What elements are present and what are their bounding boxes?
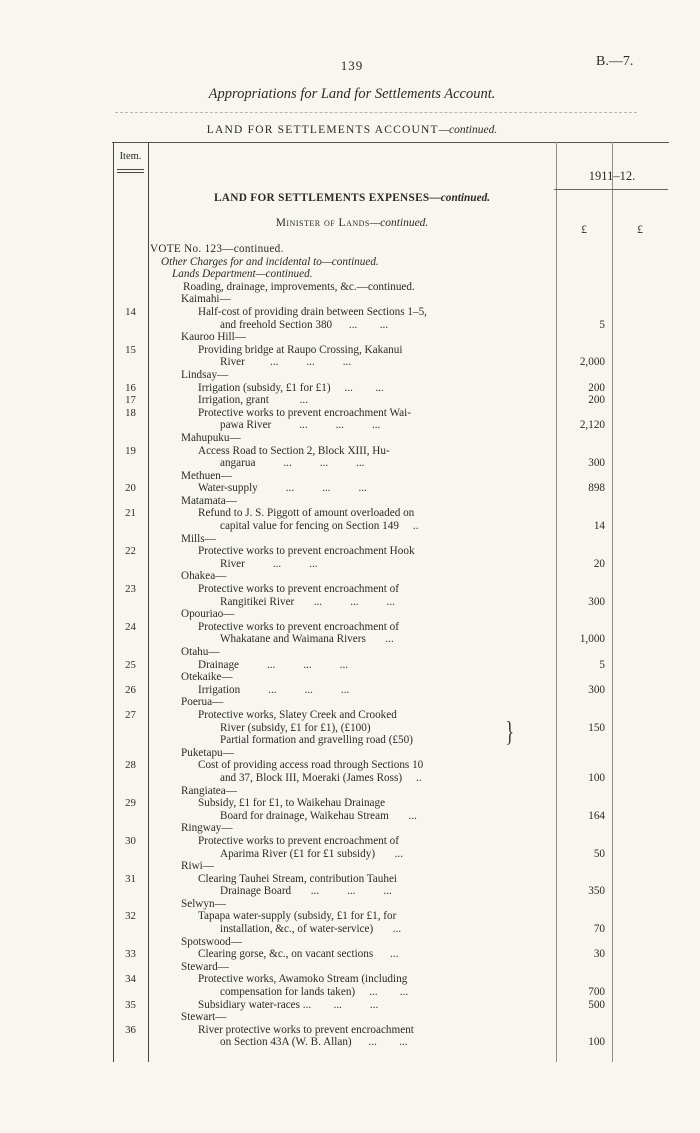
amount-cell: 2,000 — [579, 356, 605, 369]
description-line: Access Road to Section 2, Block XIII, Hu- — [198, 444, 390, 457]
description-cell — [148, 999, 556, 1012]
locality-name: Methuen— — [181, 469, 232, 482]
expense-row — [113, 684, 668, 697]
expense-row — [113, 999, 668, 1012]
description-line: capital value for fencing on Section 149 .. — [220, 520, 419, 533]
description-line: Irrigation ... ... ... — [198, 683, 350, 696]
item-number-cell: 27 — [125, 708, 136, 721]
description-line: installation, &c., of water-service) ... — [220, 923, 402, 936]
amount-cell: 164 — [588, 809, 605, 822]
description-cell — [148, 822, 556, 835]
account-header-text: LAND FOR SETTLEMENTS ACCOUNT — [206, 124, 439, 136]
locality-row — [113, 1011, 668, 1024]
description-line: Protective works, Awamoko Stream (including — [198, 973, 408, 986]
item-number-cell: 29 — [125, 797, 136, 810]
description-line: River (subsidy, £1 for £1), (£100) — [220, 721, 371, 734]
description-line: River ... ... ... — [220, 356, 352, 369]
description-cell — [148, 268, 556, 281]
locality-row — [113, 785, 668, 798]
locality-name: Kaimahi— — [181, 293, 231, 306]
account-header-continued: —continued. — [438, 124, 498, 136]
amount-cell: 700 — [588, 986, 605, 999]
expense-row — [113, 910, 668, 935]
heading-line: VOTE No. 123—continued. — [150, 243, 284, 255]
amount-cell: 50 — [593, 847, 605, 860]
description-cell — [148, 243, 556, 256]
locality-name: Lindsay— — [181, 368, 229, 381]
locality-name: Riwi— — [181, 860, 214, 873]
expense-row — [113, 948, 668, 961]
item-number-cell: 32 — [125, 910, 136, 923]
description-cell — [148, 570, 556, 583]
locality-name: Selwyn— — [181, 897, 226, 910]
locality-name: Spotswood— — [181, 935, 242, 948]
locality-row — [113, 533, 668, 546]
expense-row — [113, 445, 668, 470]
heading-line: Roading, drainage, improvements, &c.—continued. — [183, 280, 415, 293]
amount-cell: 200 — [588, 381, 605, 394]
item-number-cell: 17 — [125, 394, 136, 407]
locality-name: Ringway— — [181, 822, 233, 835]
description-line: Clearing Tauhei Stream, contribution Tauhei — [198, 872, 398, 885]
description-cell — [148, 281, 556, 294]
amount-cell: 500 — [588, 998, 605, 1011]
expense-row — [113, 1024, 668, 1049]
description-cell — [148, 910, 556, 935]
locality-name: Mahupuku— — [181, 431, 241, 444]
item-number-cell: 26 — [125, 683, 136, 696]
amount-cell: 70 — [593, 923, 605, 936]
description-line: Aparima River (£1 for £1 subsidy) ... — [220, 847, 404, 860]
description-cell — [148, 495, 556, 508]
description-cell — [148, 684, 556, 697]
locality-row — [113, 961, 668, 974]
description-line: Protective works to prevent encroachment of — [198, 834, 399, 847]
item-number-cell: 14 — [125, 305, 136, 318]
locality-row — [113, 369, 668, 382]
description-cell — [148, 646, 556, 659]
pound-column-2-label: £ — [637, 224, 643, 236]
description-line: River protective works to prevent encroachment — [198, 1023, 414, 1036]
description-line: Providing bridge at Raupo Crossing, Kakanui — [198, 343, 403, 356]
expense-row — [113, 797, 668, 822]
item-number-cell: 30 — [125, 834, 136, 847]
expense-row — [113, 306, 668, 331]
locality-row — [113, 331, 668, 344]
minister-subtitle-continued: —continued. — [369, 217, 429, 229]
expense-row — [113, 344, 668, 369]
expense-row — [113, 407, 668, 432]
item-number-cell: 23 — [125, 583, 136, 596]
description-cell — [148, 382, 556, 395]
brace-glyph: } — [504, 716, 514, 748]
description-cell — [148, 898, 556, 911]
locality-row — [113, 570, 668, 583]
description-cell — [148, 432, 556, 445]
description-cell — [148, 369, 556, 382]
description-cell — [148, 1011, 556, 1024]
minister-subtitle-text: Minister of Lands — [275, 217, 370, 229]
expense-row — [113, 482, 668, 495]
description-cell — [148, 306, 556, 331]
description-cell — [148, 445, 556, 470]
item-number-cell: 24 — [125, 620, 136, 633]
heading-line: Other Charges for and incidental to—continued. — [161, 255, 379, 268]
expense-table-body — [113, 243, 668, 1049]
section-title-text: LAND FOR SETTLEMENTS EXPENSES — [213, 192, 430, 204]
description-cell — [148, 407, 556, 432]
locality-name: Poerua— — [181, 696, 224, 709]
locality-name: Rangiatea— — [181, 784, 237, 797]
expense-row — [113, 507, 668, 532]
locality-row — [113, 898, 668, 911]
item-number-cell: 20 — [125, 482, 136, 495]
heading-line: Lands Department—continued. — [172, 268, 313, 281]
description-cell — [148, 835, 556, 860]
locality-name: Matamata— — [181, 494, 237, 507]
expense-row — [113, 583, 668, 608]
description-line: Partial formation and gravelling road (£50) — [220, 734, 413, 747]
locality-row — [113, 860, 668, 873]
expense-row — [113, 709, 668, 747]
year-header: 1911–12. — [588, 169, 636, 183]
item-number-cell: 19 — [125, 444, 136, 457]
description-cell — [148, 785, 556, 798]
item-number-cell: 28 — [125, 759, 136, 772]
description-line: Drainage ... ... ... — [198, 658, 349, 671]
description-cell — [148, 583, 556, 608]
amount-cell: 14 — [593, 520, 605, 533]
amount-cell: 100 — [588, 1036, 605, 1049]
item-column-label: Item. — [119, 151, 142, 162]
amount-cell: 898 — [588, 482, 605, 495]
expense-row — [113, 973, 668, 998]
locality-row — [113, 495, 668, 508]
description-cell — [148, 470, 556, 483]
description-line: pawa River ... ... ... — [220, 419, 381, 432]
locality-row — [113, 608, 668, 621]
item-column-rule — [117, 169, 144, 173]
amount-cell: 20 — [593, 557, 605, 570]
description-cell — [148, 507, 556, 532]
description-line: River ... ... — [220, 557, 318, 570]
item-number-cell: 18 — [125, 406, 136, 419]
amount-cell: 150 — [588, 721, 605, 734]
description-cell — [148, 696, 556, 709]
description-cell — [148, 759, 556, 784]
description-line: Water-supply ... ... ... — [198, 482, 367, 495]
description-line: Subsidiary water-races ... ... ... — [198, 998, 379, 1011]
expense-row — [113, 621, 668, 646]
locality-name: Puketapu— — [181, 746, 234, 759]
locality-row — [113, 671, 668, 684]
locality-row — [113, 432, 668, 445]
locality-name: Mills— — [181, 532, 216, 545]
description-cell — [148, 948, 556, 961]
pound-column-1-label: £ — [581, 224, 587, 236]
expense-row — [113, 759, 668, 784]
description-line: Rangitikei River ... ... ... — [220, 595, 395, 608]
expense-row — [113, 873, 668, 898]
amount-cell: 300 — [588, 457, 605, 470]
locality-row — [113, 646, 668, 659]
description-cell — [148, 608, 556, 621]
description-cell — [148, 873, 556, 898]
locality-row — [113, 822, 668, 835]
amount-cell: 200 — [588, 394, 605, 407]
description-cell — [148, 344, 556, 369]
heading-row — [113, 256, 668, 269]
heading-row — [113, 281, 668, 294]
description-cell — [148, 797, 556, 822]
description-cell — [148, 533, 556, 546]
description-line: Cost of providing access road through Sections 10 — [198, 759, 424, 772]
amount-cell: 1,000 — [579, 633, 605, 646]
amount-cell: 300 — [588, 595, 605, 608]
description-cell — [148, 331, 556, 344]
description-cell — [148, 747, 556, 760]
year-rule — [554, 189, 668, 190]
description-cell — [148, 293, 556, 306]
description-line: Protective works to prevent encroachment Wai- — [198, 406, 411, 419]
item-number-cell: 35 — [125, 998, 136, 1011]
description-line: Protective works, Slatey Creek and Crooked — [198, 708, 397, 721]
description-cell — [148, 621, 556, 646]
description-cell — [148, 545, 556, 570]
heading-row — [113, 243, 668, 256]
description-cell — [148, 482, 556, 495]
description-line: Irrigation, grant ... — [198, 394, 308, 407]
page-number: 139 — [340, 58, 364, 73]
section-title — [148, 192, 556, 204]
page-title: Appropriations for Land for Settlements Account. — [208, 86, 496, 102]
item-number-cell: 33 — [125, 948, 136, 961]
locality-row — [113, 293, 668, 306]
description-line: Subsidy, £1 for £1, to Waikehau Drainage — [198, 797, 386, 810]
account-header — [113, 124, 591, 136]
description-line: and freehold Section 380 ... ... — [220, 318, 389, 331]
description-cell — [148, 973, 556, 998]
amount-cell: 30 — [593, 948, 605, 961]
amount-cell: 350 — [588, 885, 605, 898]
item-number-cell: 31 — [125, 872, 136, 885]
item-number-cell: 15 — [125, 343, 136, 356]
description-cell — [148, 936, 556, 949]
description-cell — [148, 256, 556, 269]
locality-row — [113, 747, 668, 760]
locality-name: Steward— — [181, 960, 229, 973]
description-cell — [148, 671, 556, 684]
description-line: Clearing gorse, &c., on vacant sections ... — [198, 948, 399, 961]
description-line: on Section 43A (W. B. Allan) ... ... — [220, 1036, 408, 1049]
locality-name: Kauroo Hill— — [181, 331, 246, 344]
expense-row — [113, 394, 668, 407]
locality-name: Ohakea— — [181, 570, 227, 583]
description-line: Protective works to prevent encroachment of — [198, 583, 399, 596]
description-line: Protective works to prevent encroachment Hook — [198, 545, 415, 558]
description-line: Refund to J. S. Piggott of amount overloaded on — [198, 507, 415, 520]
description-line: Tapapa water-supply (subsidy, £1 for £1, for — [198, 910, 397, 923]
amount-cell: 100 — [588, 771, 605, 784]
description-line: Drainage Board ... ... ... — [220, 885, 392, 898]
item-number-cell: 25 — [125, 658, 136, 671]
description-cell — [148, 1024, 556, 1049]
expense-row — [113, 659, 668, 672]
locality-name: Otekaike— — [181, 671, 233, 684]
header-rule — [115, 112, 637, 113]
description-line: angarua ... ... ... — [220, 457, 365, 470]
description-line: Whakatane and Waimana Rivers ... — [220, 633, 394, 646]
description-line: Protective works to prevent encroachment of — [198, 620, 399, 633]
minister-subtitle — [148, 217, 556, 229]
description-cell — [148, 860, 556, 873]
expense-row — [113, 545, 668, 570]
heading-row — [113, 268, 668, 281]
section-title-continued: —continued. — [429, 192, 491, 204]
amount-cell: 2,120 — [579, 419, 605, 432]
amount-cell: 5 — [599, 318, 605, 331]
expense-row — [113, 835, 668, 860]
table-header — [113, 142, 668, 243]
locality-row — [113, 696, 668, 709]
item-number-cell: 21 — [125, 507, 136, 520]
description-line: Board for drainage, Waikehau Stream ... — [220, 809, 417, 822]
expense-row — [113, 382, 668, 395]
document-reference: B.—7. — [596, 54, 634, 69]
item-number-cell: 16 — [125, 381, 136, 394]
description-line: Half-cost of providing drain between Sections 1–5, — [198, 305, 427, 318]
amount-cell: 5 — [599, 658, 605, 671]
amount-cell: 300 — [588, 683, 605, 696]
locality-name: Otahu— — [181, 646, 220, 658]
description-line: and 37, Block III, Moeraki (James Ross) .. — [220, 771, 422, 784]
description-cell — [148, 659, 556, 672]
locality-name: Stewart— — [181, 1011, 227, 1024]
description-line: Irrigation (subsidy, £1 for £1) ... ... — [198, 381, 384, 394]
locality-row — [113, 470, 668, 483]
item-number-cell: 22 — [125, 545, 136, 558]
description-line: compensation for lands taken) ... ... — [220, 986, 409, 999]
description-cell — [148, 961, 556, 974]
item-number-cell: 34 — [125, 973, 136, 986]
item-number-cell: 36 — [125, 1023, 136, 1036]
description-cell — [148, 709, 556, 747]
description-cell — [148, 394, 556, 407]
appropriations-table — [113, 142, 668, 1062]
locality-row — [113, 936, 668, 949]
locality-name: Opouriao— — [181, 608, 235, 621]
